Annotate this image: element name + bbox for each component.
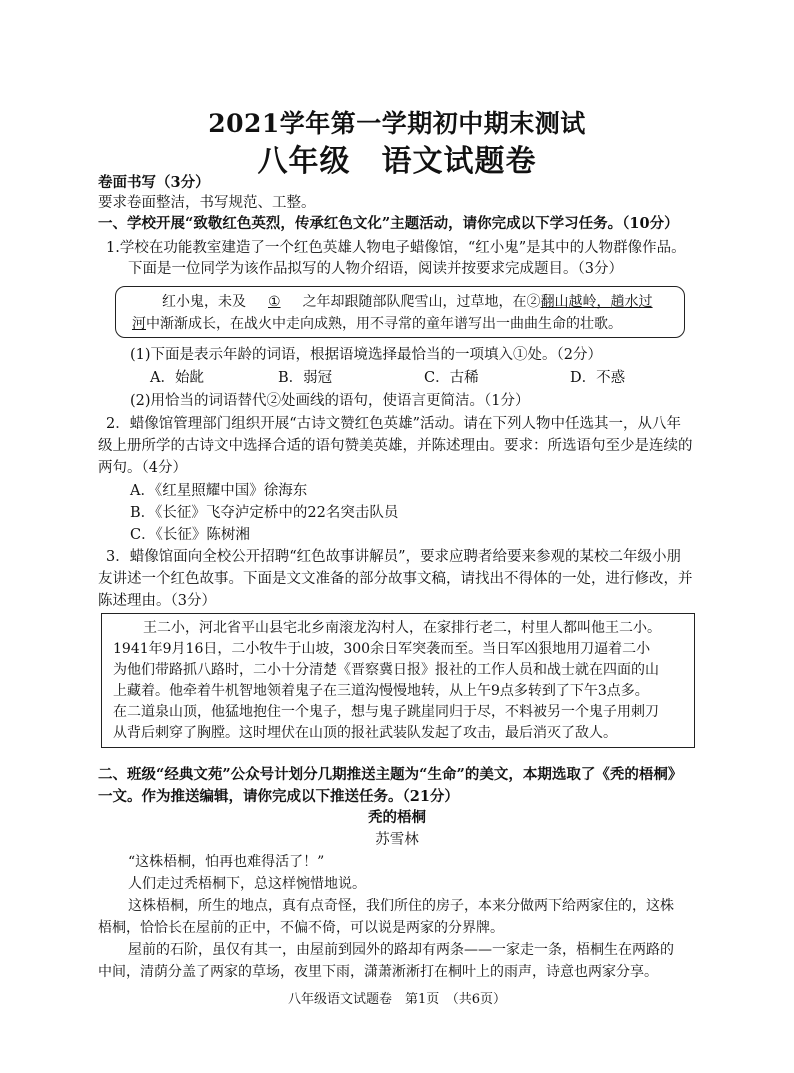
story-line-6: 从背后刺穿了胸膛。这时埋伏在山顶的报社武装队发起了攻击，最后消灭了敌人。 bbox=[113, 725, 617, 741]
q3-line2: 友讲述一个红色故事。下面是文文准备的部分故事文稿，请找出不得体的一处，进行修改，并 bbox=[98, 571, 693, 587]
story-line-5: 在二道泉山顶，他猛地抱住一个鬼子，想与鬼子跳崖同归于尽，不料被另一个鬼子用刺刀 bbox=[113, 704, 659, 720]
q1-option-b: B．弱冠 bbox=[278, 370, 333, 386]
section2-heading-line1: 二、班级“经典文苑”公众号计划分几期推送主题为“生命”的美文，本期选取了《秃的梧桐》 bbox=[98, 766, 683, 783]
section1-heading: 一、学校开展“致敬红色英烈，传承红色文化”主题活动，请你完成以下学习任务。（10分） bbox=[98, 215, 679, 232]
story-line-3: 为他们带路抓八路时，二小十分清楚《晋察冀日报》报社的工作人员和战士就在四面的山 bbox=[113, 662, 659, 678]
article-para-2: 人们走过秃梧桐下，总这样惋惜地说。 bbox=[128, 876, 366, 892]
intro-box-line1: 红小鬼，未及 ① 之年却跟随部队爬雪山，过草地，在②翻山越岭，趟水过 bbox=[162, 294, 653, 310]
q2-line3: 两句。（4分） bbox=[98, 460, 187, 476]
page-footer: 八年级语文试题卷 第1页 （共6页） bbox=[287, 992, 507, 1007]
story-line-2: 1941年9月16日，二小牧牛于山坡，300余日军突袭而至。当日军凶狠地用刀逼着二小 bbox=[113, 641, 651, 657]
article-para-3a: 这株梧桐，所生的地点，真有点奇怪，我们所住的房子，本来分做两下给两家住的，这株 bbox=[128, 898, 674, 914]
q1-option-d: D．不惑 bbox=[570, 370, 626, 386]
article-para-3b: 梧桐，恰恰长在屋前的正中，不偏不倚，可以说是两家的分界牌。 bbox=[98, 920, 504, 936]
q2-line2: 级上册所学的古诗文中选择合适的语句赞美英雄，并陈述理由。要求：所选语句至少是连续的 bbox=[98, 438, 693, 454]
q1-option-a: A．始龀 bbox=[150, 370, 204, 386]
q1-sub2: (2)用恰当的词语替代②处画线的语句，使语言更简洁。（1分） bbox=[130, 393, 530, 409]
q3-line1: 3．蜡像馆面向全校公开招聘“红色故事讲解员”，要求应聘者给要来参观的某校二年级小朋 bbox=[106, 549, 682, 565]
article-author: 苏雪林 bbox=[375, 832, 419, 848]
handwriting-requirement: 要求卷面整洁，书写规范、工整。 bbox=[98, 195, 316, 211]
exam-subtitle: 八年级 语文试题卷 bbox=[257, 144, 537, 179]
intro-box-line2: 河中渐渐成长，在战火中走向成熟，用不寻常的童年谱写出一曲曲生命的壮歌。 bbox=[132, 316, 622, 332]
article-para-4a: 屋前的石阶，虽仅有其一，由屋前到园外的路却有两条——一家走一条，梧桐生在两路的 bbox=[128, 942, 674, 958]
q3-line3: 陈述理由。（3分） bbox=[98, 593, 216, 609]
article-para-1: “这株梧桐，怕再也难得活了！” bbox=[128, 854, 325, 870]
article-title: 秃的梧桐 bbox=[368, 809, 426, 826]
blank-1: ① bbox=[268, 294, 281, 310]
q2-choice-a: A．《红星照耀中国》徐海东 bbox=[130, 483, 308, 499]
q2-line1: 2．蜡像馆管理部门组织开展“古诗文赞红色英雄”活动。请在下列人物中任选其一，从八年 bbox=[106, 416, 682, 432]
q1-sub1: (1)下面是表示年龄的词语，根据语境选择最恰当的一项填入①处。（2分） bbox=[130, 347, 603, 363]
q2-choice-b: B．《长征》飞夺泸定桥中的22名突击队员 bbox=[130, 505, 399, 521]
section2-heading-line2: 一文。作为推送编辑，请你完成以下推送任务。（21分） bbox=[98, 788, 459, 805]
exam-title: 2021学年第一学期初中期末测试 bbox=[208, 109, 586, 138]
article-para-4b: 中间，清荫分盖了两家的草场，夜里下雨，潇萧淅淅打在桐叶上的雨声，诗意也两家分享。 bbox=[98, 964, 658, 980]
story-line-4: 上藏着。他牵着牛机智地领着鬼子在三道沟慢慢地转，从上午9点多转到了下午3点多。 bbox=[113, 683, 649, 699]
q2-choice-c: C．《长征》陈树湘 bbox=[130, 527, 250, 543]
handwriting-heading: 卷面书写（3分） bbox=[98, 174, 210, 191]
underlined-phrase: 翻山越岭，趟水过 bbox=[540, 294, 653, 310]
story-line-1: 王二小，河北省平山县宅北乡南滚龙沟村人，在家排行老二，村里人都叫他王二小。 bbox=[143, 620, 661, 636]
q1-option-c: C．古稀 bbox=[424, 370, 479, 386]
q1-line1: 1.学校在功能教室建造了一个红色英雄人物电子蜡像馆，“红小鬼”是其中的人物群像作品。 bbox=[106, 240, 686, 256]
q1-line2: 下面是一位同学为该作品拟写的人物介绍语，阅读并按要求完成题目。（3分） bbox=[128, 261, 623, 277]
